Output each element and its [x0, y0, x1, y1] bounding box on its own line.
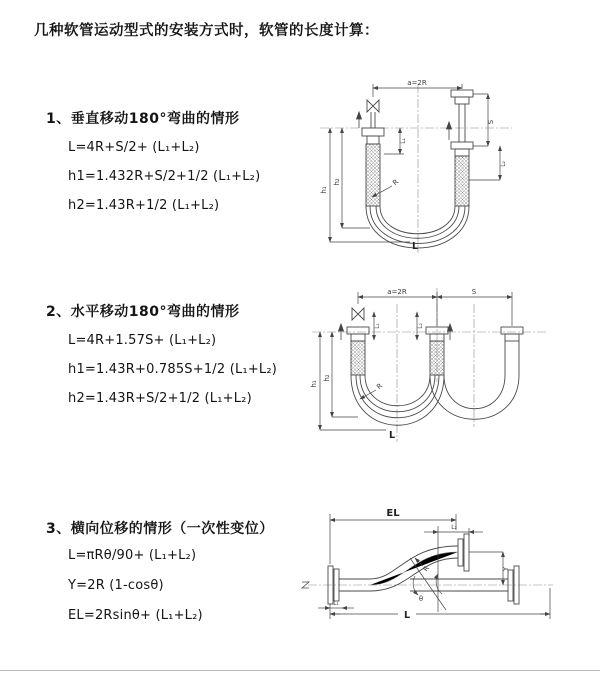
dimension-l	[330, 588, 550, 619]
dim-label-l2: L₂	[418, 323, 424, 329]
dimension-a2r-s	[358, 292, 512, 326]
dim-label-y: Y	[502, 566, 510, 572]
dim-label-l1: L₁	[401, 138, 407, 144]
radius-label: R	[391, 177, 401, 188]
diagram-vertical-180-bend	[312, 70, 582, 260]
page-bottom-rule	[0, 670, 600, 671]
section-2-heading: 2、水平移动180°弯曲的情形	[46, 304, 240, 320]
dim-label-l2: L₂	[451, 525, 457, 531]
section-2-formula-L: L=4R+1.57S+ (L₁+L₂)	[68, 333, 217, 348]
length-label: L	[403, 610, 411, 621]
section-3-formula-Y: Y=2R (1-cosθ)	[68, 578, 164, 593]
section-3-formula-EL: EL=2Rsinθ+ (L₁+L₂)	[68, 608, 203, 623]
dim-label-s: S	[487, 119, 495, 125]
centerlines	[308, 552, 553, 585]
section-1-heading: 1、垂直移动180°弯曲的情形	[46, 111, 240, 127]
valve-icon	[352, 308, 364, 320]
page-title: 几种软管运动型式的安装方式时，软管的长度计算：	[34, 23, 379, 39]
pipe-fittings	[347, 327, 523, 375]
section-2-formula-h1: h1=1.43R+0.785S+1/2 (L₁+L₂)	[68, 362, 278, 377]
break-mark-icon	[302, 582, 309, 588]
diagram-horizontal-180-bend	[306, 282, 591, 452]
section-1-formula-L: L=4R+S/2+ (L₁+L₂)	[68, 140, 200, 155]
section-3-heading: 3、横向位移的情形（一次性变位）	[46, 521, 274, 537]
dim-label-a2r: a=2R	[387, 288, 407, 296]
radius-label: R	[375, 381, 385, 392]
dim-label-l1: L₁	[375, 323, 381, 329]
section-1-formula-h1: h1=1.432R+S/2+1/2 (L₁+L₂)	[68, 169, 261, 184]
length-label: L	[388, 430, 396, 441]
section-2-formula-h2: h2=1.43R+S/2+1/2 (L₁+L₂)	[68, 391, 252, 406]
radius-leader	[360, 390, 376, 399]
upper-right-flange	[458, 534, 469, 571]
dim-label-h1: h₁	[310, 380, 318, 388]
valve-icon	[367, 100, 379, 112]
dimension-y	[469, 552, 503, 585]
angle-label: θ	[418, 595, 424, 603]
dim-label-a2r: a=2R	[407, 79, 427, 87]
radius-label: R	[421, 564, 432, 574]
right-pipe-assembly	[451, 90, 473, 206]
dim-label-el: EL	[386, 508, 400, 519]
section-3-formula-L: L=πRθ/90+ (L₁+L₂)	[68, 548, 197, 563]
dim-label-l2: L₂	[501, 161, 507, 167]
dim-label-l1: L₁	[333, 601, 339, 607]
dim-label-h1: h₁	[320, 186, 328, 194]
dimension-s-l2	[469, 94, 500, 180]
dim-label-h2: h₂	[333, 178, 341, 186]
dim-label-s: S	[471, 288, 477, 296]
diagram-lateral-displacement	[298, 502, 593, 647]
section-1-formula-h2: h2=1.43R+1/2 (L₁+L₂)	[68, 198, 220, 213]
dim-label-h2: h₂	[323, 374, 331, 382]
centerlines	[312, 288, 546, 442]
length-label: L	[411, 241, 419, 252]
dimension-l2	[421, 526, 483, 612]
